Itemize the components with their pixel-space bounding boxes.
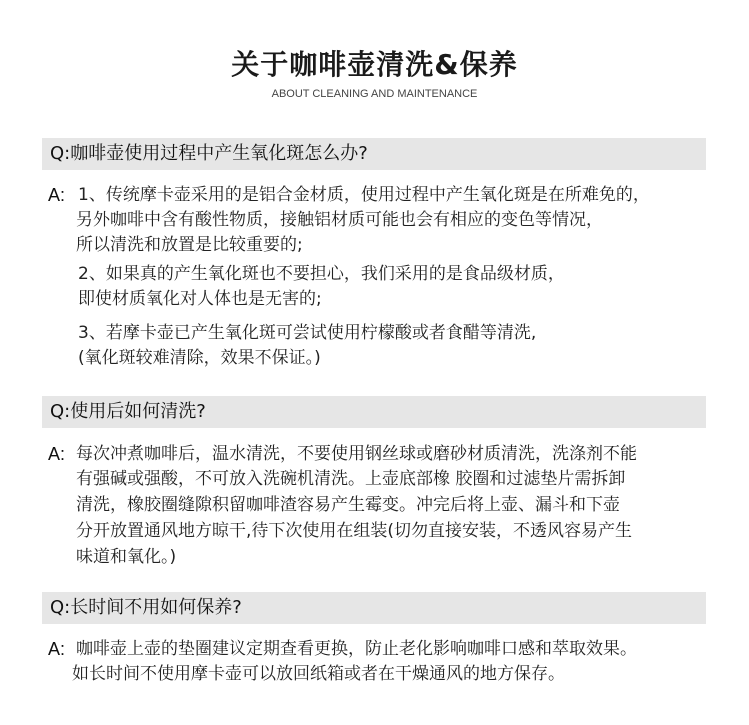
answer-line: 即使材质氧化对人体也是无害的;: [78, 289, 322, 309]
question-text: Q:咖啡壶使用过程中产生氧化斑怎么办?: [50, 143, 368, 164]
answer-block-oxidation: [48, 183, 708, 373]
answer-line: 另外咖啡中含有酸性物质，接触铝材质可能也会有相应的变色等情况，: [76, 210, 603, 230]
answer-block-maintenance: [48, 637, 708, 692]
question-text: Q:使用后如何清洗?: [50, 401, 206, 422]
answer-block-cleaning: [48, 442, 708, 572]
question-bar-maintenance: [42, 592, 706, 624]
answer-line: 2、如果真的产生氧化斑也不要担心，我们采用的是食品级材质，: [78, 264, 565, 284]
answer-line: 每次冲煮咖啡后，温水清洗，不要使用钢丝球或磨砂材质清洗，洗涤剂不能: [76, 444, 637, 464]
answer-line: 有强碱或强酸，不可放入洗碗机清洗。上壶底部橡 胶圈和过滤垫片需拆卸: [76, 469, 626, 489]
answer-prefix: A:: [48, 639, 66, 659]
page-title: 关于咖啡壶清洗&保养: [231, 48, 518, 81]
answer-line: 所以清洗和放置是比较重要的;: [76, 235, 303, 255]
answer-line: 分开放置通风地方晾干,待下次使用在组装(切勿直接安装，不透风容易产生: [76, 521, 633, 541]
answer-line: 味道和氧化。): [76, 547, 177, 567]
question-bar-cleaning: [42, 396, 706, 428]
answer-line: 3、若摩卡壶已产生氧化斑可尝试使用柠檬酸或者食醋等清洗,: [78, 323, 537, 343]
page-subtitle: ABOUT CLEANING AND MAINTENANCE: [271, 88, 478, 100]
answer-line: 清洗，橡胶圈缝隙积留咖啡渣容易产生霉变。冲完后将上壶、漏斗和下壶: [76, 495, 620, 515]
question-text: Q:长时间不用如何保养?: [50, 597, 242, 618]
answer-line: 咖啡壶上壶的垫圈建议定期查看更换，防止老化影响咖啡口感和萃取效果。: [76, 639, 637, 659]
answer-prefix: A:: [48, 444, 66, 464]
answer-prefix: A:: [48, 185, 66, 205]
answer-line: (氧化斑较难清除，效果不保证。): [78, 348, 321, 368]
answer-line: 1、传统摩卡壶采用的是铝合金材质，使用过程中产生氧化斑是在所难免的，: [78, 185, 650, 205]
answer-line: 如长时间不使用摩卡壶可以放回纸箱或者在干燥通风的地方保存。: [72, 664, 565, 684]
question-bar-oxidation: [42, 138, 706, 170]
